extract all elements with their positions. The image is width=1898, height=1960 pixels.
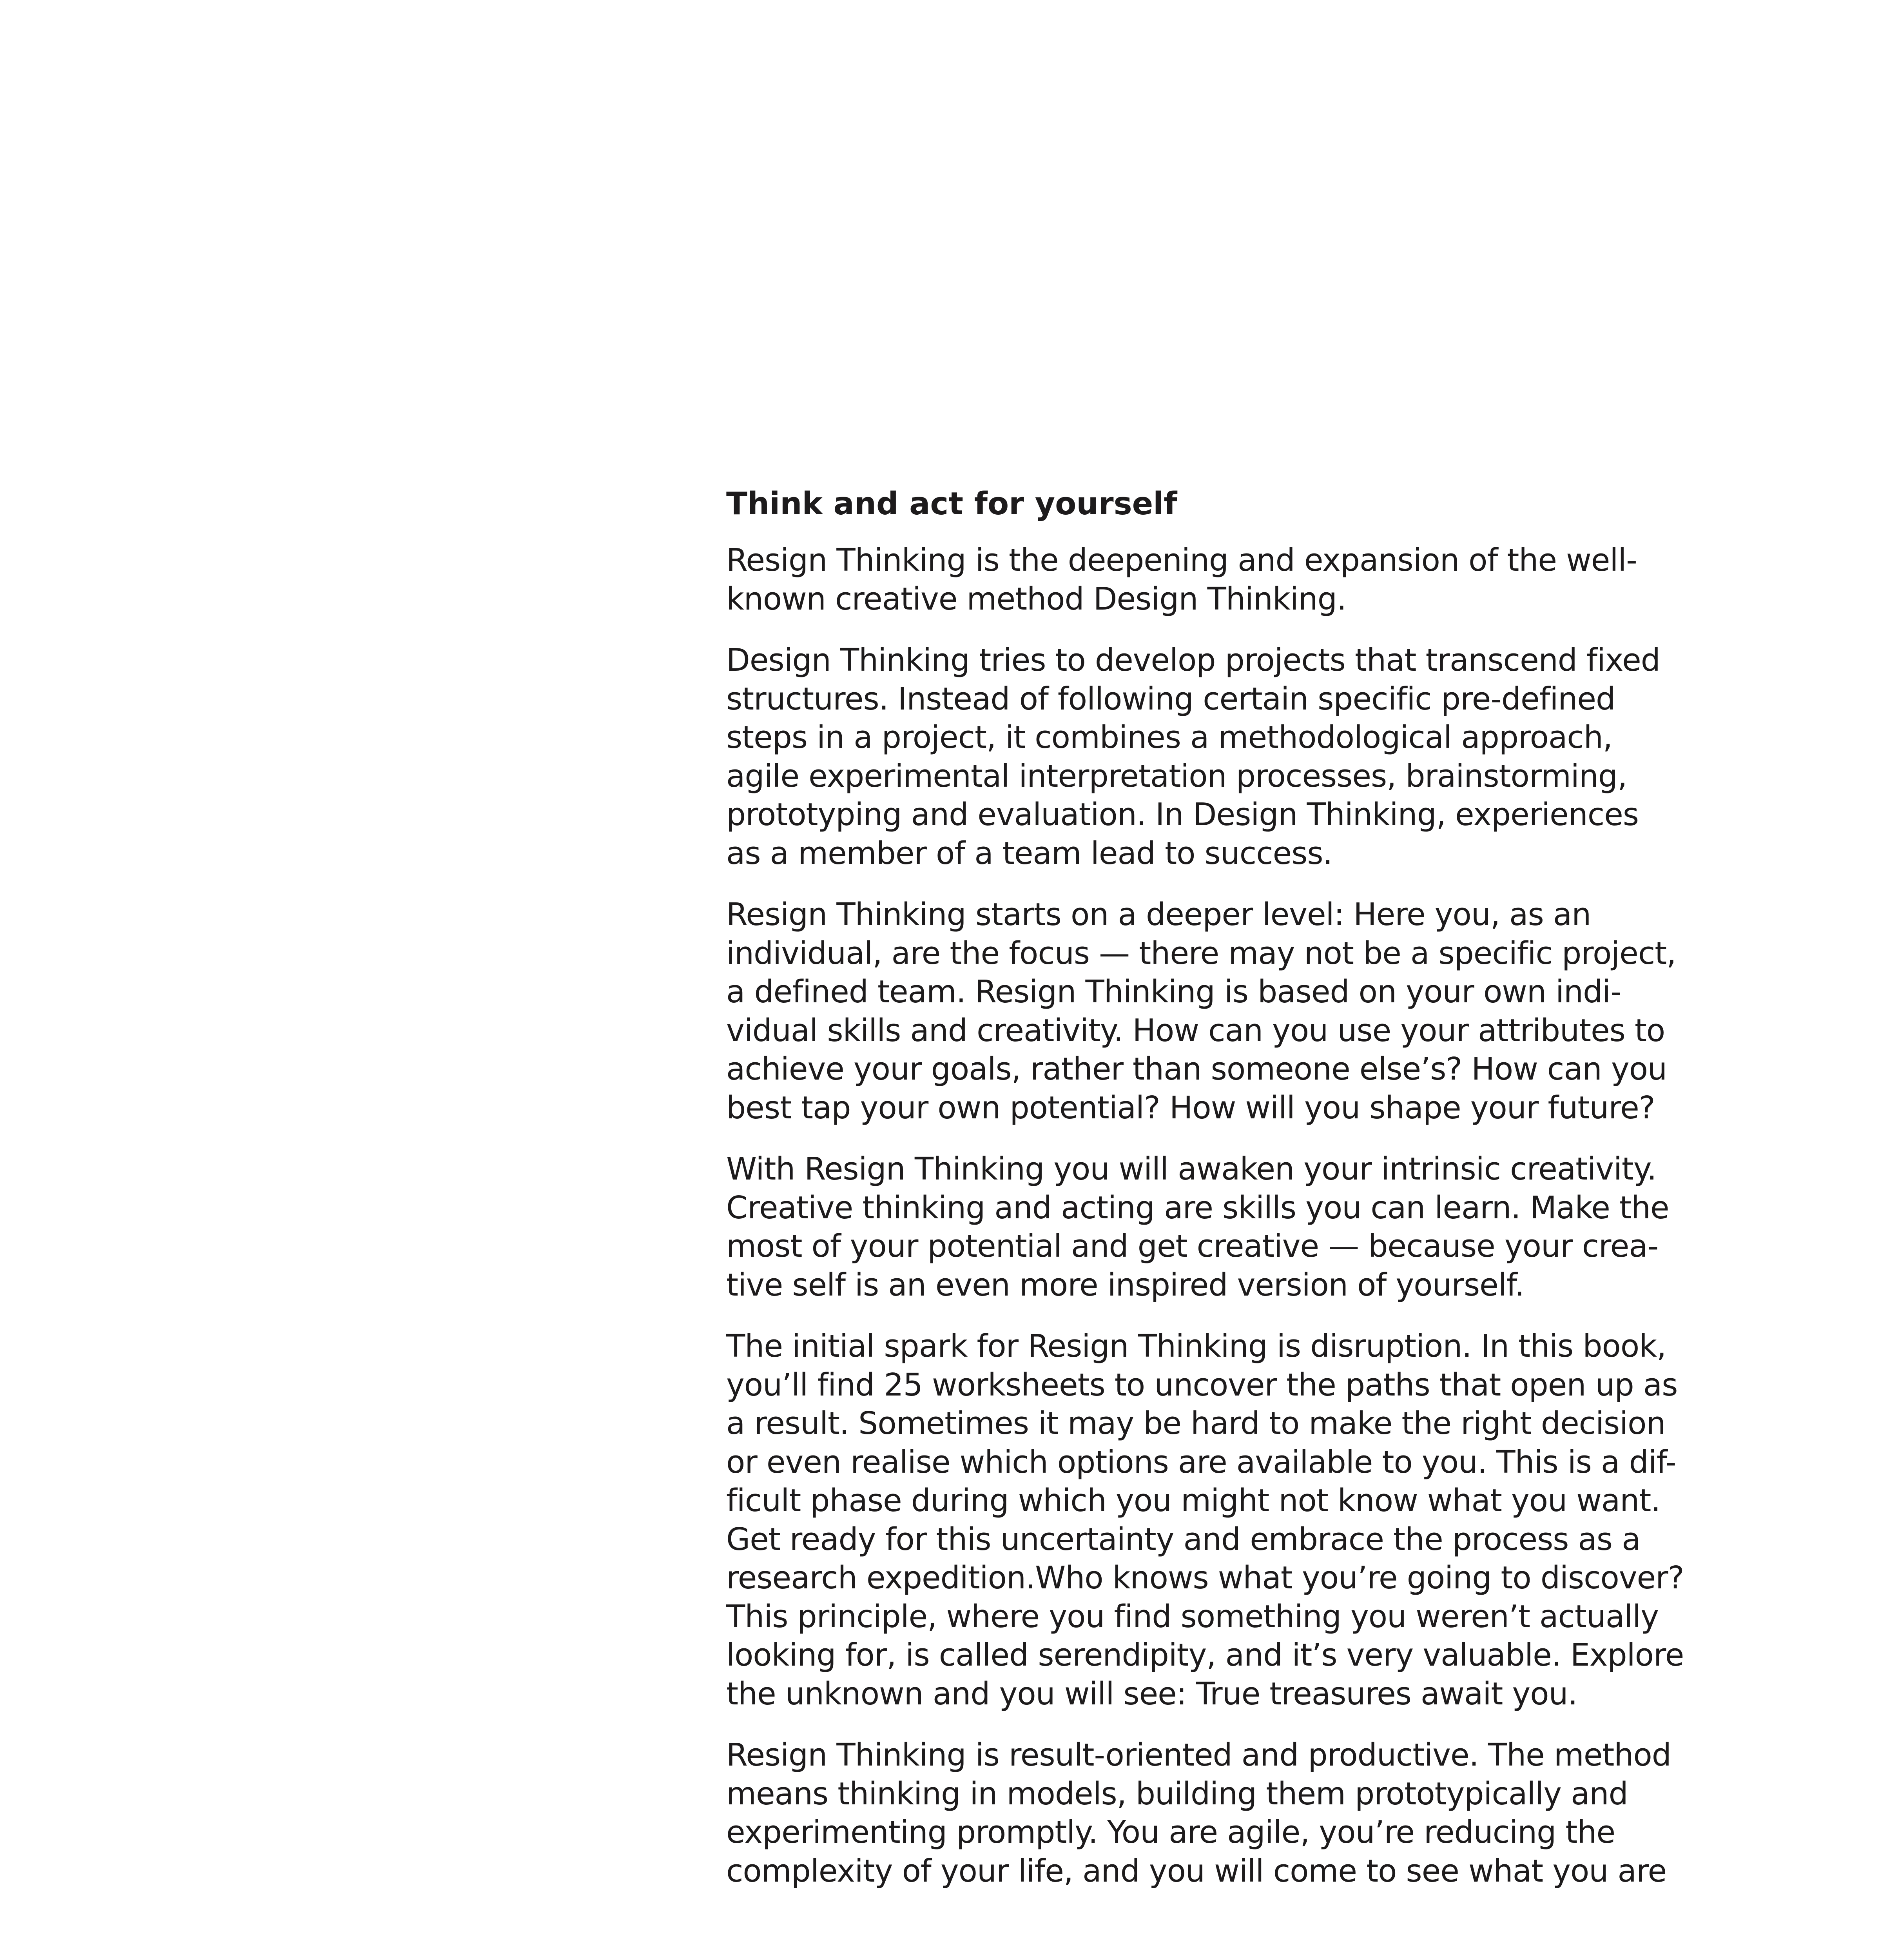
text-line: looking for, is called serendipity, and it’s very valuable. Explore	[726, 1637, 1684, 1673]
body-text-column	[726, 482, 1684, 1913]
text-line: This principle, where you find something you weren’t actually	[726, 1598, 1659, 1635]
text-line: With Resign Thinking you will awaken your intrinsic creativity.	[726, 1151, 1657, 1187]
paragraph-list	[726, 541, 1684, 1890]
text-line: prototyping and evaluation. In Design Thinking, experiences	[726, 797, 1639, 833]
text-line: steps in a project, it combines a methodological approach,	[726, 719, 1613, 755]
text-line: structures. Instead of following certain specific pre-defined	[726, 681, 1615, 717]
text-line: most of your potential and get creative — because your crea-	[726, 1228, 1659, 1264]
text-line: means thinking in models, building them prototypically and	[726, 1775, 1628, 1812]
text-line: you’ll find 25 worksheets to uncover the paths that open up as	[726, 1367, 1678, 1403]
body-paragraph	[726, 1150, 1669, 1304]
text-line: known creative method Design Thinking.	[726, 581, 1346, 617]
text-line: the unknown and you will see: True treasures await you.	[726, 1675, 1577, 1712]
text-line: Creative thinking and acting are skills you can learn. Make the	[726, 1189, 1669, 1226]
text-line: research expedition.Who knows what you’re going to discover?	[726, 1560, 1684, 1596]
body-paragraph	[726, 1736, 1671, 1890]
text-line: a result. Sometimes it may be hard to make the right decision	[726, 1405, 1666, 1441]
text-line: The initial spark for Resign Thinking is disruption. In this book,	[726, 1328, 1666, 1364]
body-paragraph	[726, 895, 1676, 1127]
text-line: Resign Thinking starts on a deeper level: Here you, as an	[726, 897, 1591, 933]
text-line: complexity of your life, and you will come to see what you are	[726, 1853, 1667, 1889]
text-line: best tap your own potential? How will you shape your future?	[726, 1089, 1655, 1126]
text-line: Design Thinking tries to develop projects that transcend fixed	[726, 642, 1660, 678]
text-line: as a member of a team lead to success.	[726, 835, 1332, 871]
text-line: ficult phase during which you might not know what you want.	[726, 1483, 1661, 1519]
text-line: a defined team. Resign Thinking is based on your own indi-	[726, 974, 1621, 1010]
text-line: agile experimental interpretation processes, brainstorming,	[726, 758, 1627, 794]
text-line: individual, are the focus — there may not be a specific project,	[726, 935, 1676, 971]
body-paragraph	[726, 1327, 1684, 1713]
body-paragraph	[726, 641, 1660, 873]
text-line: experimenting promptly. You are agile, you’re reducing the	[726, 1814, 1615, 1850]
text-line: or even realise which options are available to you. This is a dif-	[726, 1444, 1676, 1480]
text-line: tive self is an even more inspired version of yourself.	[726, 1267, 1524, 1303]
text-line: Get ready for this uncertainty and embrace the process as a	[726, 1521, 1641, 1557]
text-line: Resign Thinking is result-oriented and productive. The method	[726, 1737, 1671, 1773]
section-heading: Think and act for yourself	[726, 486, 1177, 522]
text-line: vidual skills and creativity. How can you use your attributes to	[726, 1012, 1665, 1049]
text-line: achieve your goals, rather than someone else’s? How can you	[726, 1051, 1667, 1087]
body-paragraph	[726, 541, 1635, 618]
text-line: Resign Thinking is the deepening and expansion of the well-	[726, 542, 1637, 578]
